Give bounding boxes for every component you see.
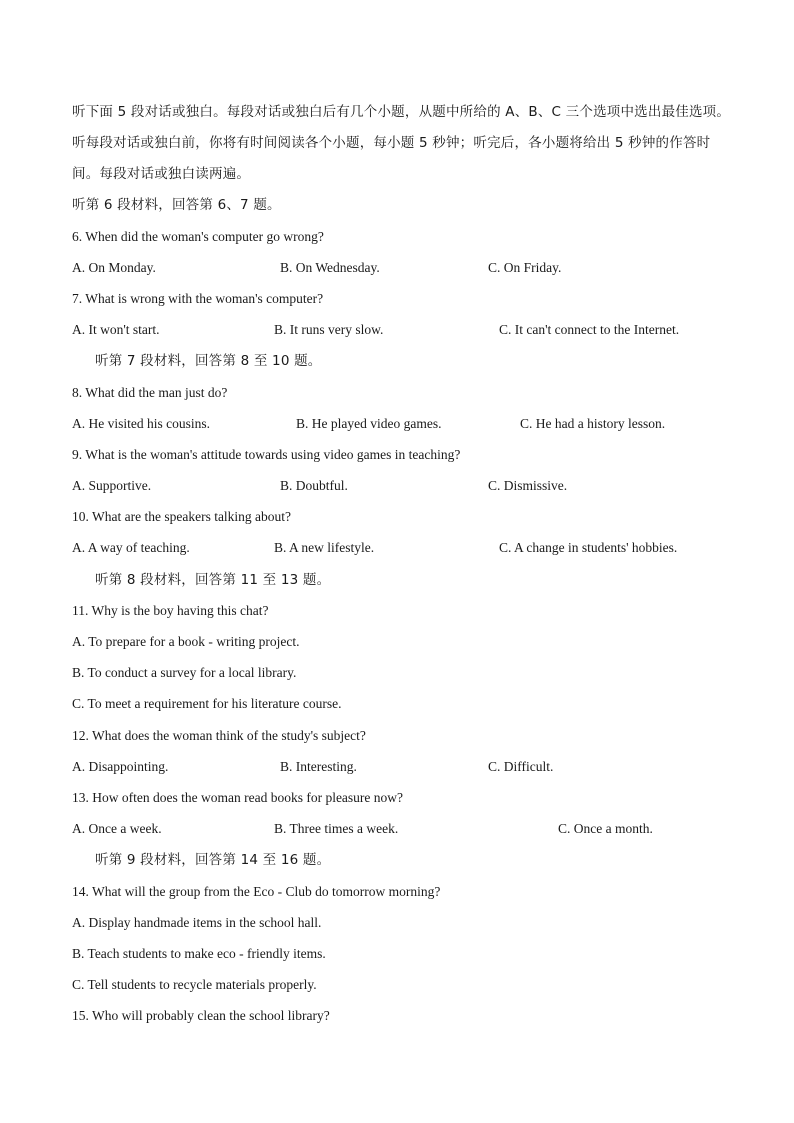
question-9-option-a: A. Supportive.	[72, 478, 152, 493]
question-12-option-a: A. Disappointing.	[72, 759, 169, 774]
question-13-option-b: B. Three times a week.	[274, 821, 399, 836]
question-9-stem: 9. What is the woman's attitude towards using video games in teaching?	[72, 447, 461, 462]
question-9-option-b: B. Doubtful.	[280, 478, 348, 493]
section-heading-6: 听第 6 段材料，回答第 6、7 题。	[72, 197, 281, 213]
question-6-stem: 6. When did the woman's computer go wrong?	[72, 229, 324, 244]
question-9-option-c: C. Dismissive.	[488, 478, 568, 493]
question-6-option-c: C. On Friday.	[488, 260, 562, 275]
question-8-option-c: C. He had a history lesson.	[520, 416, 666, 431]
question-13-option-a: A. Once a week.	[72, 821, 162, 836]
question-11-option-c: C. To meet a requirement for his literature course.	[72, 696, 342, 711]
instructions-line-3: 间。每段对话或独白读两遍。	[72, 166, 251, 182]
question-14-stem: 14. What will the group from the Eco - Club do tomorrow morning?	[72, 884, 441, 899]
question-14-option-c: C. Tell students to recycle materials properly.	[72, 977, 317, 992]
question-12-stem: 12. What does the woman think of the study's subject?	[72, 728, 366, 743]
question-12-option-b: B. Interesting.	[280, 759, 357, 774]
question-6-option-a: A. On Monday.	[72, 260, 156, 275]
instructions-line-1: 听下面 5 段对话或独白。每段对话或独白后有几个小题，从题中所给的 A、B、C 三个选项中选出最佳选项。	[72, 104, 731, 120]
section-heading-8: 听第 8 段材料，回答第 11 至 13 题。	[95, 572, 331, 588]
section-heading-9: 听第 9 段材料，回答第 14 至 16 题。	[95, 852, 331, 868]
question-7-option-b: B. It runs very slow.	[274, 322, 384, 337]
question-10-option-b: B. A new lifestyle.	[274, 540, 375, 555]
question-14-option-a: A. Display handmade items in the school hall.	[72, 915, 322, 930]
question-14-option-b: B. Teach students to make eco - friendly items.	[72, 946, 326, 961]
question-15-stem: 15. Who will probably clean the school library?	[72, 1008, 330, 1023]
question-10-option-c: C. A change in students' hobbies.	[499, 540, 678, 555]
question-11-option-b: B. To conduct a survey for a local library.	[72, 665, 297, 680]
question-7-option-c: C. It can't connect to the Internet.	[499, 322, 680, 337]
question-6-option-b: B. On Wednesday.	[280, 260, 380, 275]
question-8-stem: 8. What did the man just do?	[72, 385, 228, 400]
question-10-stem: 10. What are the speakers talking about?	[72, 509, 292, 524]
question-13-option-c: C. Once a month.	[558, 821, 653, 836]
question-7-option-a: A. It won't start.	[72, 322, 160, 337]
question-13-stem: 13. How often does the woman read books for pleasure now?	[72, 790, 404, 805]
section-heading-7: 听第 7 段材料，回答第 8 至 10 题。	[95, 353, 322, 369]
question-10-option-a: A. A way of teaching.	[72, 540, 190, 555]
question-12-option-c: C. Difficult.	[488, 759, 554, 774]
instructions-line-2: 听每段对话或独白前，你将有时间阅读各个小题，每小题 5 秒钟；听完后，各小题将给出 5 秒钟的作答时	[72, 135, 711, 151]
question-11-option-a: A. To prepare for a book - writing project.	[72, 634, 300, 649]
question-11-stem: 11. Why is the boy having this chat?	[72, 603, 269, 618]
question-7-stem: 7. What is wrong with the woman's computer?	[72, 291, 324, 306]
question-8-option-a: A. He visited his cousins.	[72, 416, 210, 431]
question-8-option-b: B. He played video games.	[296, 416, 442, 431]
